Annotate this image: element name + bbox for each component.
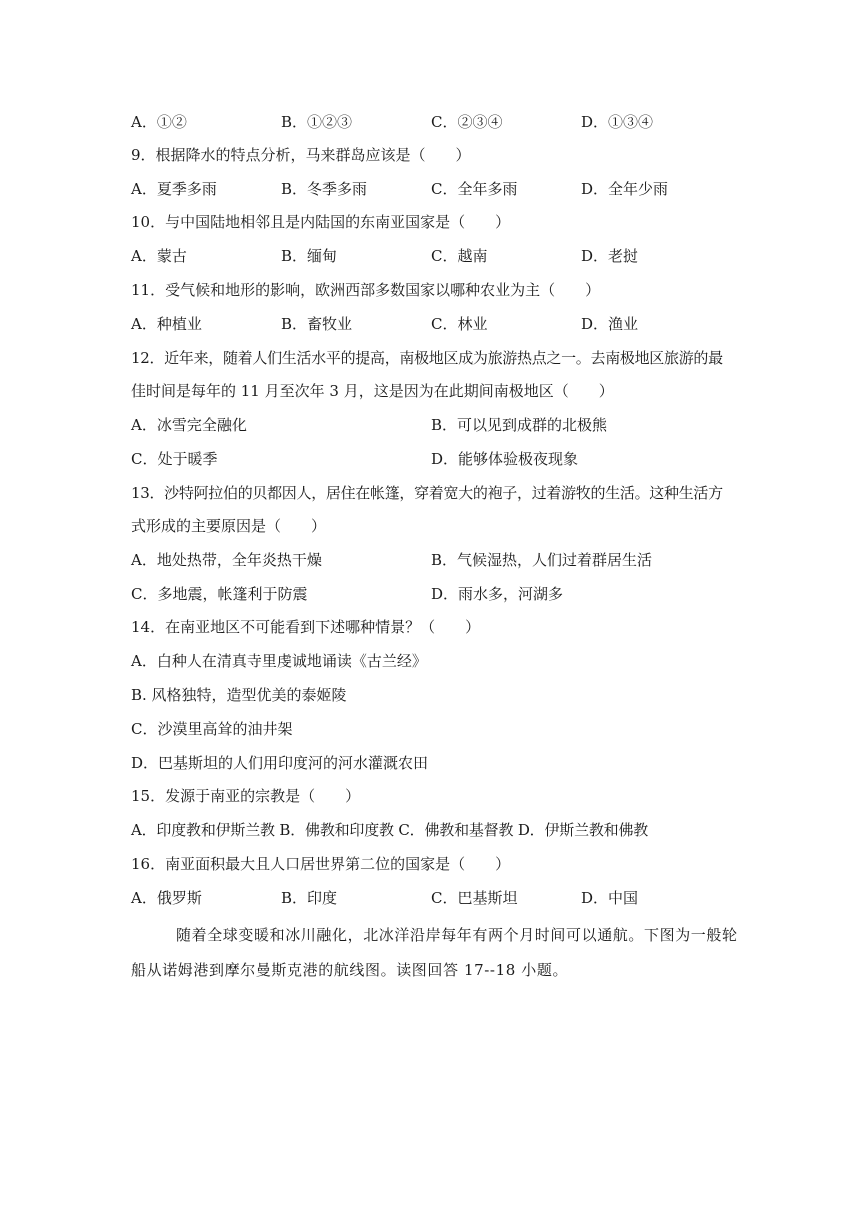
option-c[interactable]: C．多地震，帐篷利于防震: [131, 585, 308, 603]
option-b[interactable]: B．冬季多雨: [281, 180, 368, 198]
option-b[interactable]: B. 风格独特，造型优美的泰姬陵: [131, 686, 347, 704]
option-c[interactable]: C．林业: [431, 315, 488, 333]
option-a[interactable]: A．夏季多雨: [131, 180, 217, 198]
option-a[interactable]: A．俄罗斯: [131, 889, 202, 907]
question-15-stem: 15．发源于南亚的宗教是（ ）: [131, 787, 361, 805]
question-10-stem: 10．与中国陆地相邻且是内陆国的东南亚国家是（ ）: [131, 213, 511, 231]
question-16-stem: 16．南亚面积最大且人口居世界第二位的国家是（ ）: [131, 855, 511, 873]
option-d[interactable]: D．①③④: [581, 113, 654, 131]
question-13-stem-line-1: 13．沙特阿拉伯的贝都因人，居住在帐篷，穿着宽大的袍子，过着游牧的生活。这种生活方: [131, 484, 723, 502]
option-a[interactable]: A．种植业: [131, 315, 202, 333]
option-a[interactable]: A．①②: [131, 113, 187, 131]
option-b[interactable]: B．可以见到成群的北极熊: [431, 416, 608, 434]
option-d[interactable]: D．渔业: [581, 315, 639, 333]
passage-line-2: 船从诺姆港到摩尔曼斯克港的航线图。读图回答 17--18 小题。: [131, 961, 569, 979]
question-15-options[interactable]: A．印度教和伊斯兰教 B．佛教和印度教 C．佛教和基督教 D．伊斯兰教和佛教: [131, 821, 649, 839]
option-d[interactable]: D．中国: [581, 889, 639, 907]
option-b[interactable]: B．畜牧业: [281, 315, 353, 333]
question-12-stem-line-2: 佳时间是每年的 11 月至次年 3 月，这是因为在此期间南极地区（ ）: [131, 382, 614, 400]
option-a[interactable]: A．地处热带，全年炎热干燥: [131, 551, 322, 569]
option-d[interactable]: D．全年少雨: [581, 180, 669, 198]
option-b[interactable]: B．气候湿热，人们过着群居生活: [431, 551, 653, 569]
passage-line-1: 随着全球变暖和冰川融化，北冰洋沿岸每年有两个月时间可以通航。下图为一般轮: [176, 926, 738, 944]
option-d[interactable]: D．能够体验极夜现象: [431, 450, 579, 468]
option-d[interactable]: D．老挝: [581, 247, 639, 265]
option-d[interactable]: D．巴基斯坦的人们用印度河的河水灌溉农田: [131, 754, 429, 772]
question-12-stem-line-1: 12．近年来，随着人们生活水平的提高，南极地区成为旅游热点之一。去南极地区旅游的最: [131, 349, 723, 367]
option-d[interactable]: D．雨水多，河湖多: [431, 585, 564, 603]
option-c[interactable]: C．处于暖季: [131, 450, 218, 468]
option-c[interactable]: C．②③④: [431, 113, 503, 131]
option-a[interactable]: A．蒙古: [131, 247, 187, 265]
option-b[interactable]: B．①②③: [281, 113, 353, 131]
option-c[interactable]: C．巴基斯坦: [431, 889, 518, 907]
option-b[interactable]: B．印度: [281, 889, 338, 907]
question-13-stem-line-2: 式形成的主要原因是（ ）: [131, 517, 327, 535]
option-c[interactable]: C．越南: [431, 247, 488, 265]
question-14-stem: 14．在南亚地区不可能看到下述哪种情景？（ ）: [131, 618, 481, 636]
option-a[interactable]: A．冰雪完全融化: [131, 416, 247, 434]
option-c[interactable]: C．沙漠里高耸的油井架: [131, 720, 293, 738]
question-9-stem: 9．根据降水的特点分析，马来群岛应该是（ ）: [131, 146, 471, 164]
question-11-stem: 11．受气候和地形的影响，欧洲西部多数国家以哪种农业为主（ ）: [131, 281, 601, 299]
option-a[interactable]: A．白种人在清真寺里虔诚地诵读《古兰经》: [131, 652, 427, 670]
option-b[interactable]: B．缅甸: [281, 247, 338, 265]
option-c[interactable]: C．全年多雨: [431, 180, 518, 198]
